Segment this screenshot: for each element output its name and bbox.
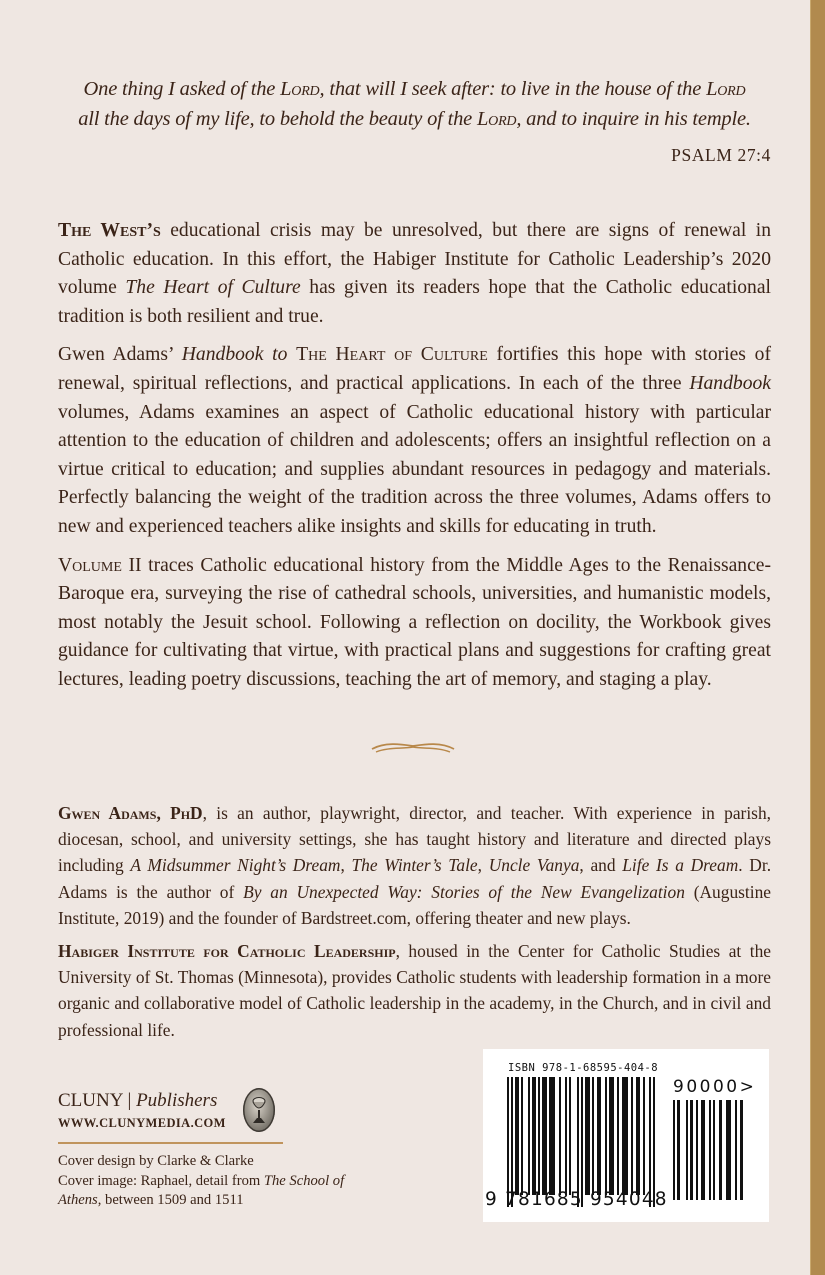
isbn-barcode [483,1049,769,1222]
epigraph-line-1: One thing I asked of the Lord, that will I seek after: to live in the house of the Lord [83,78,746,100]
book-spine-edge [810,0,825,1275]
author-name: Gwen Adams [58,803,157,823]
epigraph-quote [58,74,771,134]
lord-smallcaps: Lord [476,108,517,130]
ean-digits: 9 781685 954048 [485,1189,668,1210]
cover-image-credit: Cover image: Raphael, detail from The School of Athens, between 1509 and 1511 [58,1172,345,1208]
publisher-url: WWW.CLUNYMEDIA.COM [58,1116,226,1130]
cover-credits [58,1152,368,1211]
book-title: The Heart of Culture [125,277,301,299]
lord-smallcaps: Lord [706,78,746,100]
book-description [58,217,771,705]
description-paragraph-1: The West’s educational crisis may be unresolved, but there are signs of renewal in Catholic education. In this effort, the Habiger Institute for Catholic Leadership’s 2020 volume The Heart of Culture has given its readers hope that the Catholic educational tradition is both resilient and true. [58,220,772,327]
epigraph-citation: PSALM 27:4 [671,145,771,165]
lord-smallcaps: Lord [280,78,320,100]
bios [58,800,771,1050]
isbn-label: ISBN 978-1-68595-404-8 [508,1062,659,1074]
swash-ornament-icon [370,740,456,756]
book-title: The Heart of Culture [296,344,488,366]
author-bio: Gwen Adams, PhD, is an author, playwright, director, and teacher. With experience in parish, diocesan, school, and university settings, she has taught history and literature and directed plays including A Midsummer Night’s Dream, The Winter’s Tale, Uncle Vanya, and Life Is a Dream. Dr. Adams is the author of By an Unexpected Way: Stories of the New Evangelization (Augustine Institute, 2019) and the founder of Bardstreet.com, offering theater and new plays. [58,803,772,928]
publisher-block [58,1090,226,1131]
chalice-emblem-icon [243,1088,275,1132]
publisher-divider [58,1142,283,1144]
cover-design-credit: Cover design by Clarke & Clarke [58,1153,254,1169]
description-paragraph-2: Gwen Adams’ Handbook to The Heart of Culture fortifies this hope with stories of renewal, spiritual reflections, and practical applications. In each of the three Handbook volumes, Adams examines an aspect of Catholic educational history with particular attention to the education of children and adolescents; offers an insightful reflection on a virtue critical to education; and supplies abundant resources in pedagogy and materials. Perfectly balancing the weight of the tradition across the three volumes, Adams offers to new and experienced teachers alike insights and skills for educating in truth. [58,344,771,537]
price-code: 90000> [673,1077,757,1097]
institute-bio: Habiger Institute for Catholic Leadership, housed in the Center for Catholic Studies at the University of St. Thomas (Minnesota), provides Catholic students with leadership formation in a more organic and collaborative model of Catholic leadership in the academy, in the Church, and in civil and professional life. [58,941,771,1040]
publisher-name: CLUNY | Publishers [58,1090,218,1111]
institute-name: Habiger Institute for Catholic Leadership [58,941,396,962]
description-paragraph-3: Volume II traces Catholic educational history from the Middle Ages to the Renaissance-Baroque era, surveying the rise of cathedral schools, universities, and humanistic models, most notably the Jesuit school. Following a reflection on docility, the Workbook gives guidance for cultivating that virtue, with practical plans and suggestions for crafting great lectures, leading poetry discussions, teaching the art of memory, and staging a play. [58,554,771,690]
epigraph-line-2: all the days of my life, to behold the beauty of the Lord, and to inquire in his temple. [78,108,751,130]
